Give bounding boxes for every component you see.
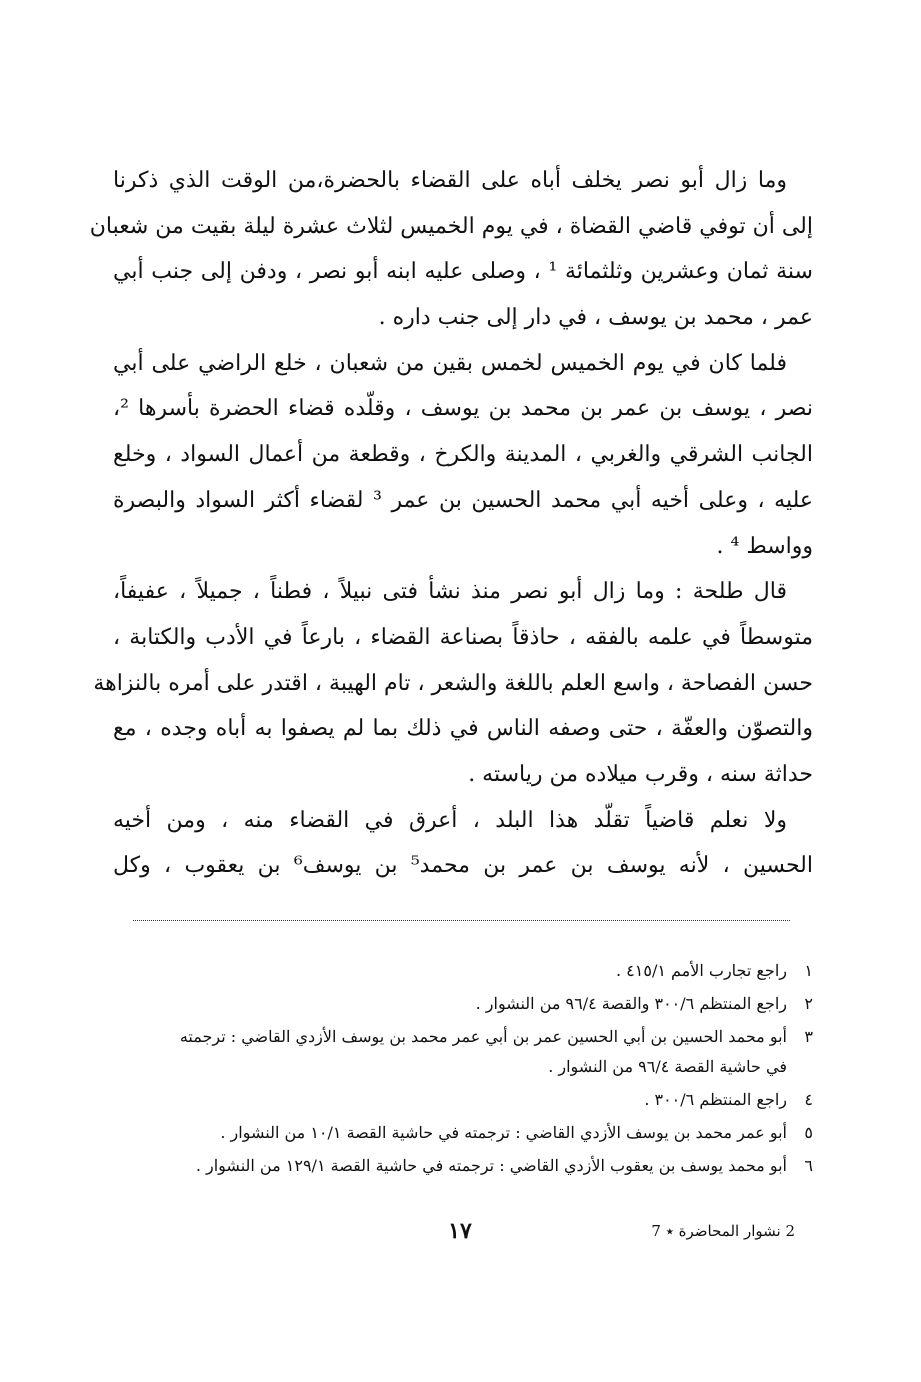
footnote-text: أبو محمد يوسف بن يعقوب الأزدي القاضي : ترجمته في حاشية القصة ١٢٩/١ من النشوار . (195, 1156, 787, 1175)
footnote-number: ٤ (804, 1090, 813, 1109)
text-line: وما زال أبو نصر يخلف أباه على القضاء بالحضرة،من الوقت الذي ذكرنا (113, 168, 787, 193)
text-line: الجانب الشرقي والغربي ، المدينة والكرخ ، وقطعة من أعمال السواد ، وخلع (113, 442, 813, 468)
footnote-divider (133, 920, 790, 921)
footnote-text-block (113, 1022, 787, 1082)
footnote (113, 1151, 813, 1181)
text-line: سنة ثمان وعشرين وثلثمائة ¹ ، وصلى عليه ابنه أبو نصر ، ودفن إلى جنب أبي (113, 259, 813, 285)
main-text (89, 158, 813, 889)
footnote-text: راجع المنتظم ٣٠٠/٦ والقصة ٩٦/٤ من النشوار . (475, 994, 787, 1013)
text-line: الحسين ، لأنه يوسف بن عمر بن محمد⁵ بن يوسف⁶ بن يعقوب ، وكل (113, 853, 813, 879)
text-line: وواسط ⁴ . (716, 533, 813, 559)
text-line: والتصوّن والعفّة ، حتى وصفه الناس في ذلك بما لم يصفوا به أباه وجده ، مع (113, 716, 813, 742)
printer-signature: 2 نشوار المحاضرة ٭ 7 (651, 1222, 795, 1240)
footnote (113, 1022, 813, 1082)
footnote-number: ٢ (804, 994, 813, 1013)
text-line: حداثة سنه ، وقرب ميلاده من رياسته . (468, 761, 813, 787)
footnote-number: ٣ (804, 1027, 813, 1046)
footnote-number: ٥ (804, 1123, 813, 1142)
text-line: عمر ، محمد بن يوسف ، في دار إلى جنب داره . (378, 305, 813, 331)
footnote-number: ٦ (804, 1156, 813, 1175)
text-line: إلى أن توفي قاضي القضاة ، في يوم الخميس لثلاث عشرة ليلة بقيت من شعبان (89, 213, 813, 239)
text-line: حسن الفصاحة ، واسع العلم باللغة والشعر ، تام الهيبة ، اقتدر على أمره بالنزاهة (93, 670, 813, 696)
footnote-number: ١ (804, 961, 813, 980)
footnote (113, 989, 813, 1019)
footnote (113, 1118, 813, 1148)
footnote (113, 956, 813, 986)
footnote-text: أبو محمد الحسين بن أبي الحسين عمر بن أبي عمر محمد بن يوسف الأزدي القاضي : ترجمته (179, 1027, 787, 1046)
page-number: ١٧ (448, 1218, 472, 1244)
footnote-text: أبو عمر محمد بن يوسف الأزدي القاضي : ترجمته في حاشية القصة ١٠/١ من النشوار . (220, 1123, 787, 1142)
text-line: عليه ، وعلى أخيه أبي محمد الحسين بن عمر ³ لقضاء أكثر السواد والبصرة (113, 487, 813, 513)
footnote (113, 1085, 813, 1115)
footnote-text-continued: في حاشية القصة ٩٦/٤ من النشوار . (548, 1057, 787, 1076)
text-line: متوسطاً في علمه بالفقه ، حاذقاً بصناعة القضاء ، بارعاً في الأدب والكتابة ، (113, 624, 813, 650)
footnote-text: راجع المنتظم ٣٠٠/٦ . (644, 1090, 787, 1109)
text-line: نصر ، يوسف بن عمر بن محمد بن يوسف ، وقلّده قضاء الحضرة بأسرها ²، (113, 396, 813, 422)
text-line: فلما كان في يوم الخميس لخمس بقين من شعبان ، خلع الراضي على أبي (113, 350, 787, 376)
text-line: ولا نعلم قاضياً تقلّد هذا البلد ، أعرق في القضاء منه ، ومن أخيه (113, 807, 787, 833)
footnotes (113, 956, 813, 1184)
text-line: قال طلحة : وما زال أبو نصر منذ نشأ فتى نبيلاً ، فطناً ، جميلاً ، عفيفاً، (113, 579, 787, 605)
footnote-text: راجع تجارب الأمم ٤١٥/١ . (615, 961, 787, 980)
